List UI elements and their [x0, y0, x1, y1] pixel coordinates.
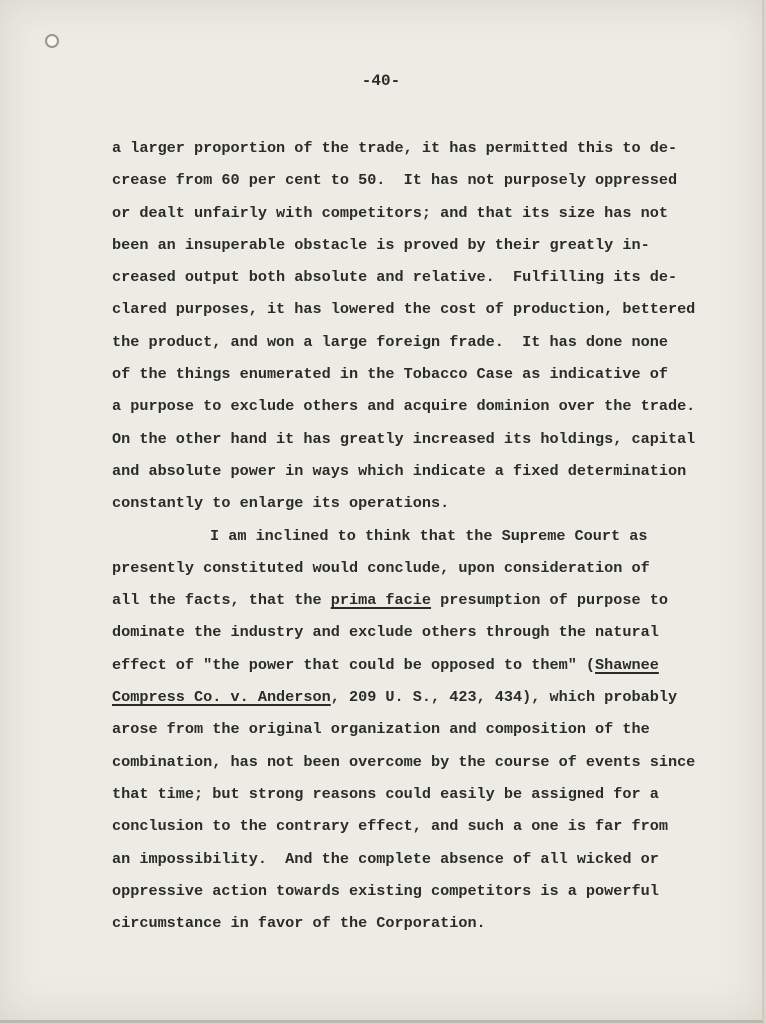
text-line: presently constituted would conclude, upon consideration of [112, 558, 650, 577]
text-line: constantly to enlarge its operations. [112, 494, 450, 513]
text-line: of the things enumerated in the Tobacco Case as indicative of [112, 365, 668, 384]
underlined-term: prima facie [330, 591, 432, 610]
punch-hole [45, 34, 59, 48]
text-line: that time; but strong reasons could easily be assigned for a [112, 784, 659, 803]
paragraph-1 [112, 132, 742, 520]
text-line: I am inclined to think that the Supreme Court as [210, 526, 648, 545]
page-number: -40- [361, 72, 401, 90]
text-line: a larger proportion of the trade, it has permitted this to de- [112, 139, 678, 157]
text-line: dominate the industry and exclude others through the natural [112, 623, 659, 642]
underlined-case-name: Shawnee [595, 655, 659, 674]
text-line: a purpose to exclude others and acquire dominion over the trade. [112, 397, 696, 416]
underlined-case-name: Compress Co. v. Anderson [112, 688, 331, 707]
text-line: and absolute power in ways which indicate a fixed determination [112, 461, 687, 480]
paragraph-2 [112, 520, 742, 940]
text-line: On the other hand it has greatly increased its holdings, capital [112, 429, 696, 448]
text-line: clared purposes, it has lowered the cost of production, bettered [112, 300, 696, 319]
text-line: combination, has not been overcome by the course of events since [112, 752, 696, 771]
text-line: been an insuperable obstacle is proved by their greatly in- [112, 235, 650, 254]
body-text [112, 132, 742, 939]
text-segment: all the facts, that the [112, 591, 331, 610]
text-segment: , 209 U. S., 423, 434), which probably [330, 688, 678, 707]
text-line [112, 649, 742, 681]
text-line: creased output both absolute and relative. Fulfilling its de- [112, 268, 678, 287]
text-line: arose from the original organization and composition of the [112, 720, 650, 739]
text-line: circumstance in favor of the Corporation. [112, 914, 486, 933]
text-line: an impossibility. And the complete absence of all wicked or [112, 849, 659, 868]
text-line: or dealt unfairly with competitors; and that its size has not [112, 203, 668, 222]
text-line: oppressive action towards existing competitors is a powerful [112, 881, 659, 900]
text-line [112, 681, 742, 713]
text-segment: effect of "the power that could be opposed to them" ( [112, 655, 596, 674]
text-line: crease from 60 per cent to 50. It has not purposely oppressed [112, 171, 678, 190]
text-line: the product, and won a large foreign frade. It has done none [112, 332, 668, 351]
text-line [112, 584, 742, 616]
text-line: conclusion to the contrary effect, and such a one is far from [112, 817, 668, 836]
text-segment: presumption of purpose to [431, 591, 668, 610]
